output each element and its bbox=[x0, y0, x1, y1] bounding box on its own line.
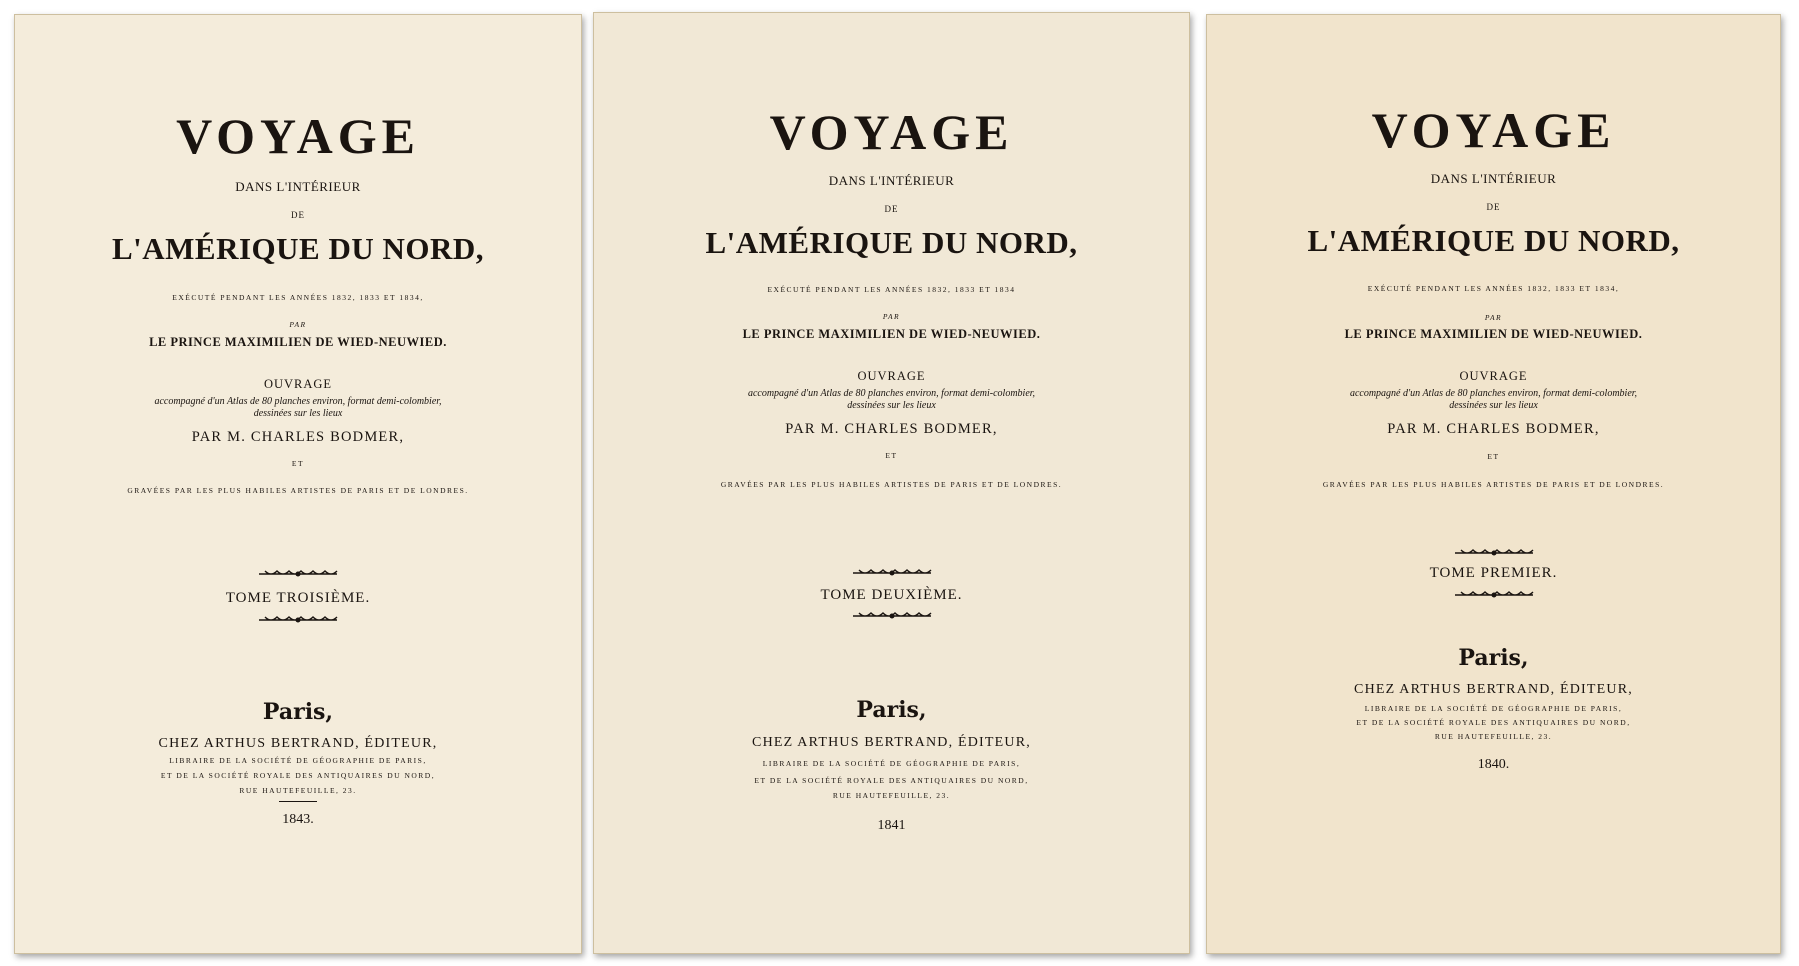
ouvrage-line: OUVRAGE bbox=[857, 369, 926, 383]
par-m-line: PAR M. CHARLES BODMER, bbox=[1387, 421, 1600, 437]
rue-line: RUE HAUTEFEUILLE, 23. bbox=[1434, 732, 1553, 741]
year-line: 1841 bbox=[877, 818, 906, 833]
dessinees-line: dessinées sur les lieux bbox=[847, 400, 936, 411]
ornament-bottom bbox=[15, 615, 581, 625]
par-m-line: PAR M. CHARLES BODMER, bbox=[785, 421, 998, 437]
par-m-line: PAR M. CHARLES BODMER, bbox=[191, 429, 405, 445]
title: VOYAGE bbox=[176, 108, 420, 164]
et-line: ET bbox=[291, 459, 305, 468]
ornament-bottom bbox=[1207, 590, 1780, 600]
title-page-tome-3 bbox=[14, 14, 582, 954]
tome-line: TOME PREMIER. bbox=[1429, 565, 1558, 581]
paris-line: Paris, bbox=[856, 697, 927, 723]
amerique-line: L'AMÉRIQUE DU NORD, bbox=[111, 231, 485, 266]
accompagne-line: accompagné d'un Atlas de 80 planches environ, format demi-colombier, bbox=[747, 388, 1036, 399]
accompagne-line: accompagné d'un Atlas de 80 planches environ, format demi-colombier, bbox=[154, 396, 442, 407]
author-line: LE PRINCE MAXIMILIEN DE WIED-NEUWIED. bbox=[742, 327, 1041, 341]
par-line: PAR bbox=[289, 320, 307, 329]
libraire-line: LIBRAIRE DE LA SOCIÉTÉ DE GÉOGRAPHIE DE PARIS, bbox=[169, 756, 427, 765]
divider bbox=[279, 801, 317, 802]
ornament-top bbox=[594, 568, 1189, 578]
libraire-line: LIBRAIRE DE LA SOCIÉTÉ DE GÉOGRAPHIE DE PARIS, bbox=[762, 759, 1021, 768]
et-line: ET bbox=[1487, 452, 1500, 461]
chez-line: CHEZ ARTHUS BERTRAND, ÉDITEUR, bbox=[752, 735, 1031, 750]
ouvrage-line: OUVRAGE bbox=[1459, 369, 1528, 383]
chez-line: CHEZ ARTHUS BERTRAND, ÉDITEUR, bbox=[1354, 682, 1633, 697]
gravees-line: GRAVÉES PAR LES PLUS HABILES ARTISTES DE PARIS ET DE LONDRES. bbox=[1322, 480, 1665, 489]
ornament-bottom bbox=[594, 611, 1189, 621]
title-page-tome-2 bbox=[593, 12, 1190, 954]
libraire-line: LIBRAIRE DE LA SOCIÉTÉ DE GÉOGRAPHIE DE PARIS, bbox=[1364, 704, 1623, 713]
author-line: LE PRINCE MAXIMILIEN DE WIED-NEUWIED. bbox=[149, 335, 447, 349]
dessinees-line: dessinées sur les lieux bbox=[253, 408, 343, 419]
paris-line: Paris, bbox=[1458, 645, 1529, 671]
dessinees-line: dessinées sur les lieux bbox=[1449, 400, 1538, 411]
year-line: 1840. bbox=[1477, 757, 1510, 772]
de-line: DE bbox=[884, 204, 899, 214]
et-line: ET bbox=[885, 451, 898, 460]
de-line: DE bbox=[291, 210, 305, 220]
execute-line: EXÉCUTÉ PENDANT LES ANNÉES 1832, 1833 ET 1834 bbox=[767, 285, 1016, 294]
tome-line: TOME DEUXIÈME. bbox=[820, 587, 963, 603]
ornament-top bbox=[15, 569, 581, 579]
de-line: DE bbox=[1486, 202, 1501, 212]
par-line: PAR bbox=[1484, 313, 1503, 322]
societe-line: ET DE LA SOCIÉTÉ ROYALE DES ANTIQUAIRES DU NORD, bbox=[160, 771, 436, 780]
title: VOYAGE bbox=[769, 104, 1014, 160]
societe-line: ET DE LA SOCIÉTÉ ROYALE DES ANTIQUAIRES DU NORD, bbox=[754, 776, 1029, 785]
execute-line: EXÉCUTÉ PENDANT LES ANNÉES 1832, 1833 ET 1834, bbox=[172, 293, 424, 302]
ornament-top bbox=[1207, 548, 1780, 558]
ouvrage-line: OUVRAGE bbox=[263, 377, 333, 391]
par-line: PAR bbox=[882, 312, 901, 321]
gravees-line: GRAVÉES PAR LES PLUS HABILES ARTISTES DE PARIS ET DE LONDRES. bbox=[127, 486, 469, 495]
year-line: 1843. bbox=[282, 812, 314, 827]
chez-line: CHEZ ARTHUS BERTRAND, ÉDITEUR, bbox=[158, 736, 438, 751]
title: VOYAGE bbox=[1371, 102, 1616, 158]
title-page-tome-1 bbox=[1206, 14, 1781, 954]
accompagne-line: accompagné d'un Atlas de 80 planches environ, format demi-colombier, bbox=[1349, 388, 1638, 399]
dans-line: DANS L'INTÉRIEUR bbox=[1430, 171, 1557, 186]
amerique-line: L'AMÉRIQUE DU NORD, bbox=[1307, 223, 1680, 258]
dans-line: DANS L'INTÉRIEUR bbox=[828, 173, 955, 188]
rue-line: RUE HAUTEFEUILLE, 23. bbox=[239, 786, 357, 795]
paris-line: Paris, bbox=[262, 699, 334, 725]
dans-line: DANS L'INTÉRIEUR bbox=[235, 179, 361, 194]
execute-line: EXÉCUTÉ PENDANT LES ANNÉES 1832, 1833 ET 1834, bbox=[1367, 284, 1620, 293]
gravees-line: GRAVÉES PAR LES PLUS HABILES ARTISTES DE PARIS ET DE LONDRES. bbox=[720, 480, 1063, 489]
author-line: LE PRINCE MAXIMILIEN DE WIED-NEUWIED. bbox=[1344, 327, 1643, 341]
rue-line: RUE HAUTEFEUILLE, 23. bbox=[832, 791, 951, 800]
societe-line: ET DE LA SOCIÉTÉ ROYALE DES ANTIQUAIRES DU NORD, bbox=[1356, 718, 1631, 727]
tome-line: TOME TROISIÈME. bbox=[225, 590, 371, 606]
amerique-line: L'AMÉRIQUE DU NORD, bbox=[705, 225, 1078, 260]
